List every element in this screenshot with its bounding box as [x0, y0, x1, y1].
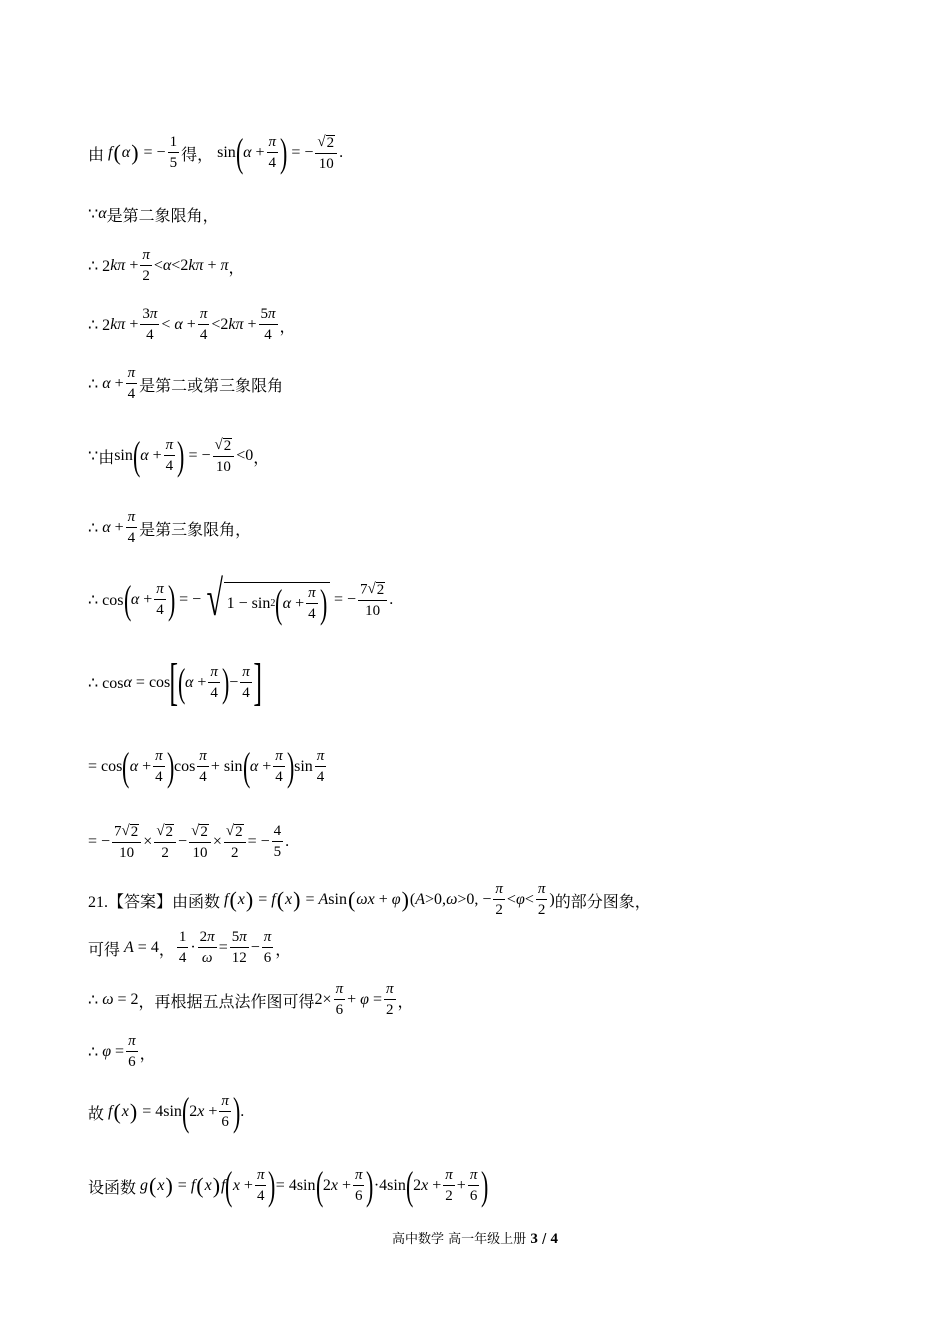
- footer-subject: 高中数学 高一年级上册: [392, 1232, 527, 1247]
- text: ，再根据五点法作图可得: [138, 993, 315, 1011]
- solution-line-1: [88, 123, 343, 183]
- math-f-result: f ( x ) = 4sin ( 2 x + π 6 ): [104, 1089, 241, 1134]
- text: ，: [228, 259, 245, 277]
- math-cos-value: ∴ cos ( α + π 4 ) = − √ 1 − sin 2 ( α + π 4 ) = − 7 √ 2 10: [88, 576, 389, 624]
- text: ，: [279, 318, 296, 336]
- text: ，: [139, 1045, 156, 1063]
- text: 是第二象限角，: [106, 207, 219, 225]
- page-footer: [0, 1228, 950, 1248]
- math-alpha-range: ∴ 2 kπ + π 2 < α <2 kπ + π: [88, 247, 229, 284]
- text: 得，: [181, 146, 214, 164]
- answer-21-line-3: [88, 970, 414, 1030]
- math-period-eq: 1 4 · 2π ω = 5π 12 − π 6: [178, 929, 272, 966]
- text: ，: [275, 941, 292, 959]
- answer-21-line-2: [88, 918, 291, 978]
- math-phi-value: ∴ φ = π 6: [88, 1033, 136, 1070]
- math-result: = − 7 √ 2 10 × √ 2 2 − √ 2 10 × √ 2 2 = − 4 5 .: [88, 823, 290, 861]
- footer-separator: /: [537, 1232, 551, 1247]
- text: 由: [88, 146, 105, 164]
- text: .: [389, 591, 394, 608]
- math-alpha-plus: ∴ α + π 4: [88, 365, 136, 402]
- math-omega-value: ∴ ω = 2: [88, 991, 139, 1009]
- text: 的部分图象，: [554, 893, 651, 911]
- math-sin-negative: sin ( α + π 4 ) = − √ 2 10 <0: [114, 433, 254, 478]
- because-symbol: ∵: [88, 206, 99, 223]
- solution-line-7: [88, 498, 251, 558]
- text: .: [240, 1103, 245, 1120]
- solution-line-6: [88, 426, 269, 486]
- math-sin-value: sin ( α + π 4 ) = − √ 2 10: [213, 133, 339, 173]
- because-symbol: ∵: [88, 448, 99, 465]
- text: ，: [253, 449, 270, 467]
- text: 由: [98, 449, 115, 467]
- math-f-alpha: f ( α ) = − 1 5: [104, 134, 178, 171]
- solution-line-5: [88, 354, 283, 414]
- answer-21-line-4: [88, 1022, 156, 1082]
- solution-line-4: [88, 295, 296, 355]
- math-shifted-range: ∴ 2 kπ + 3π 4 < α + π 4 <2 kπ + 5π 4: [88, 306, 276, 343]
- text: .: [339, 144, 344, 161]
- solution-line-3: [88, 236, 245, 296]
- math-a-value: A = 4: [124, 939, 159, 956]
- text: 21.【答案】由函数: [88, 893, 221, 911]
- footer-page: 3: [530, 1231, 538, 1247]
- math-cos-alpha: ∴ cos α = cos [ ( α + π 4 ) − π 4 ]: [88, 654, 262, 711]
- text: ，: [397, 993, 414, 1011]
- solution-line-11: [88, 812, 289, 872]
- solution-line-8: [88, 570, 393, 630]
- text: 故: [88, 1105, 105, 1123]
- text: 设函数: [88, 1179, 137, 1197]
- answer-21-line-6: [88, 1156, 489, 1216]
- solution-line-9: [88, 653, 261, 713]
- math-phase-eq: 2× π 6 + φ = π 2: [314, 981, 394, 1018]
- math-alpha-plus: ∴ α + π 4: [88, 509, 136, 546]
- solution-line-2: [88, 184, 219, 244]
- math-g-def: g ( x ) = f ( x ) f ( x + π 4 ) = 4sin ( 2 x + π 6 ) ·4sin ( 2 x + π 2 + π 6 ): [136, 1163, 489, 1208]
- text: 是第二或第三象限角: [139, 377, 284, 395]
- text: ，: [158, 941, 175, 959]
- math-expansion: = cos ( α + π 4 ) cos π 4 + sin ( α + π 4 ) sin π 4: [88, 744, 325, 789]
- math-function-def: f ( x ) = f ( x ) = A sin ( ωx + φ ) ( A >0, ω >0, − π 2 < φ < π 2 ): [220, 881, 555, 918]
- solution-line-10: [88, 737, 328, 797]
- text: α: [98, 205, 107, 222]
- answer-21-line-5: [88, 1082, 244, 1142]
- text: 是第三象限角，: [139, 521, 252, 539]
- footer-total: 4: [550, 1231, 558, 1247]
- text: 可得: [88, 941, 121, 959]
